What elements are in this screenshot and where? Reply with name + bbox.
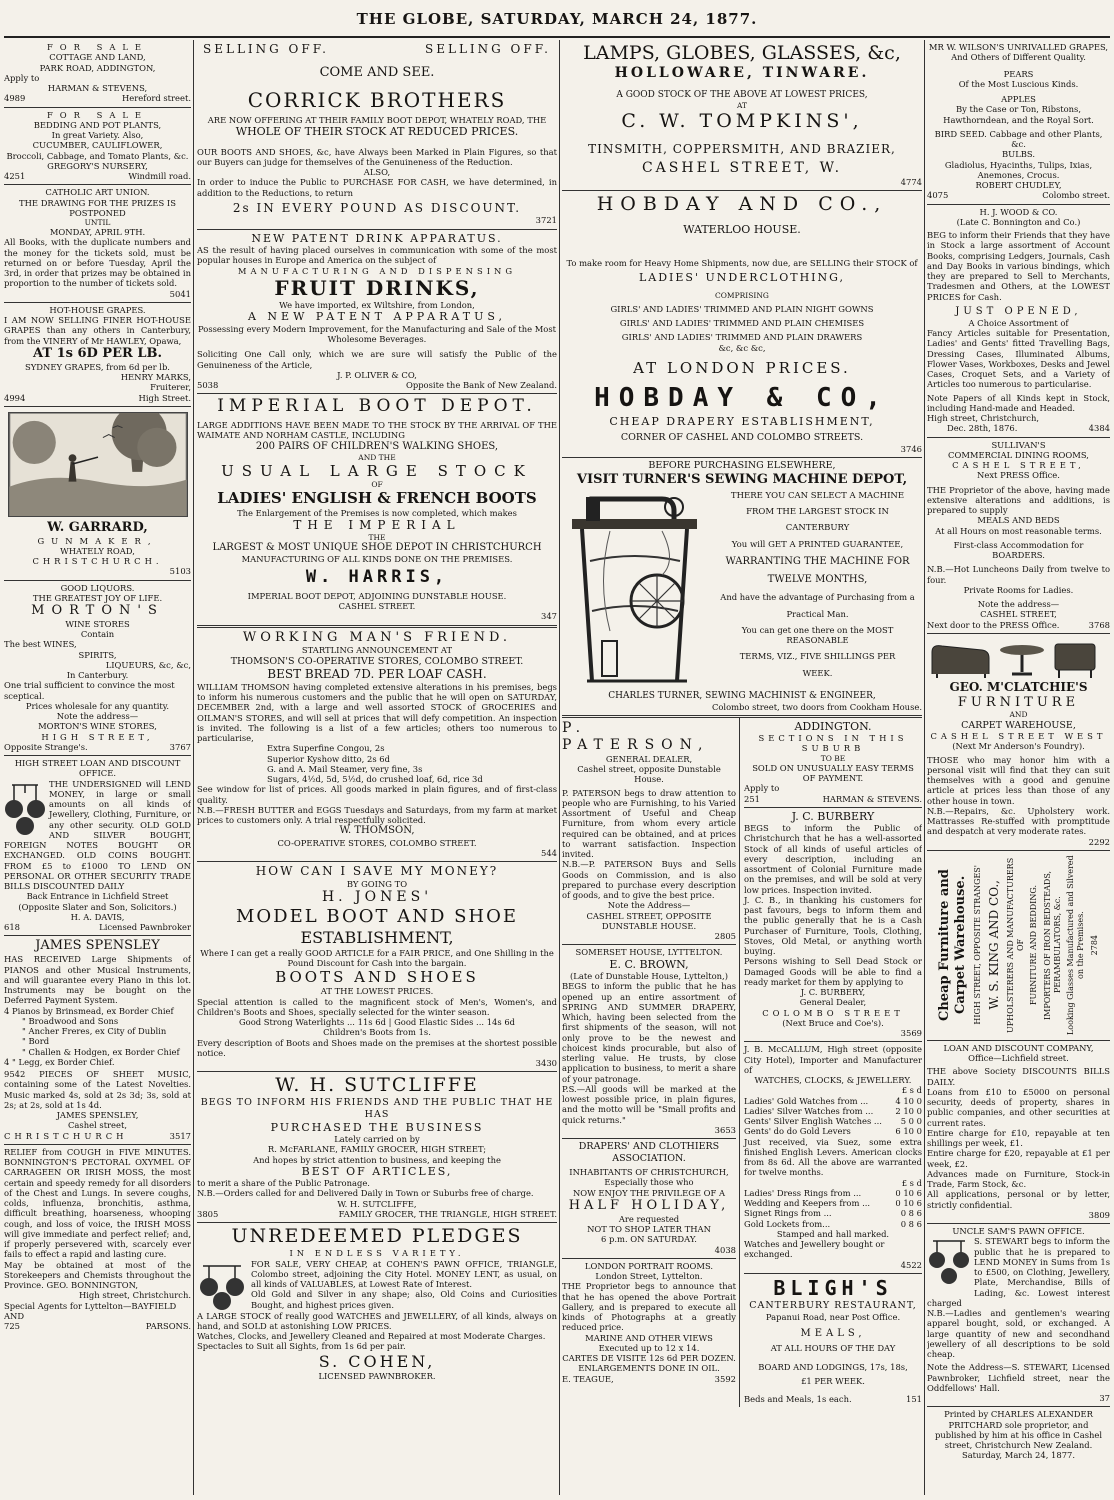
masthead: THE GLOBE, SATURDAY, MARCH 24, 1877. bbox=[356, 10, 758, 28]
ad-addington-sections: ADDINGTON. SECTIONS IN THIS SUBURB TO BE SOLD ON UNUSUALLY EASY TERMS OF PAYMENT. Apply to 251 HARMAN & STEVENS. bbox=[744, 718, 922, 808]
ad-h-jones-boots: HOW CAN I SAVE MY MONEY? BY GOING TO H. JONES' MODEL BOOT AND SHOE ESTABLISHMENT, Where I can get a really GOOD ARTICLE for a FAIR PRICE, and One Shilling in the Pound Discount for Cash into the bargain. BOOTS AND SHOES AT THE LOWEST PRICES. Special attention is called to the magnificent stock of Men's, Women's, and Children's Boots and Shoes, specially selected for the winter season. Good Strong Waterlights ... 11s 6d | Good Elastic Sides ... 14s 6d Children's Boots from 1s. Every description of Boots and Shoes made on the premises at the shortest possible notice. 3430 bbox=[197, 862, 557, 1072]
ad-patent-drink-apparatus: NEW PATENT DRINK APPARATUS. AS the result of having placed ourselves in communication with some of the most popular houses in Europe and America on the subject of MANUFACTURING AND DISPENSING FRUIT DRINKS, We have imported, ex Wiltshire, from London, A NEW PATENT APPARATUS, Possessing every Modern Improvement, for the Manufacturing and Sale of the Most Wholesome Beverages. Soliciting One Call only, which we are sure will satisfy the Public of the Genuineness of the Article, J. P. OLIVER & CO, 5038 Opposite the Bank of New Zealand. bbox=[197, 230, 557, 395]
ad-corrick-brothers: SELLING OFF. SELLING OFF. COME AND SEE. CORRICK BROTHERS ARE NOW OFFERING AT THEIR FAMILY BOOT DEPOT, WHATELY ROAD, THE WHOLE OF THEIR STOCK AT REDUCED PRICES. OUR BOOTS AND SHOES, &c, have Always been Marked in Plain Figures, so that our Buyers can judge for themselves of the Genuineness of the Reduction. ALSO, In order to induce the Public to PURCHASE FOR CASH, we have determined, in addition to the Reductions, to return 2s IN EVERY POUND AS DISCOUNT. 3721 bbox=[197, 40, 557, 230]
ad-uncle-sams-pawn: UNCLE SAM'S PAWN OFFICE. S. STEWART begs to inform the public that he is prepared to LEND MONEY in Sums from 1s to £500, on Clothing, Jewellery, Plate, Merchandise, Bills of Lading, &c. Lowest interest charged N.B.—Ladies and gentlemen's wearing apparel bought, sold, or exchanged. A large quantity of new and secondhand jewellery of all descriptions to be sold cheap. Note the Address—S. STEWART, Licensed Pawnbroker, Lichfield street, near the Oddfellows' Hall. 37 bbox=[927, 1224, 1110, 1407]
ad-imperial-boot-depot: IMPERIAL BOOT DEPOT. LARGE ADDITIONS HAVE BEEN MADE TO THE STOCK BY THE ARRIVAL OF THE WAIMATE AND NORHAM CASTLE, INCLUDING 200 PAIRS OF CHILDREN'S WALKING SHOES, AND THE USUAL LARGE STOCK OF LADIES' ENGLISH & FRENCH BOOTS The Enlargement of the Premises is now completed, which makes THE IMPERIAL THE LARGEST & MOST UNIQUE SHOE DEPOT IN CHRISTCHURCH MANUFACTURING OF ALL KINDS DONE ON THE PREMISES. W. HARRIS, IMPERIAL BOOT DEPOT, ADJOINING DUNSTABLE HOUSE. CASHEL STREET. 347 bbox=[197, 394, 557, 627]
ad-tompkins-lamps: LAMPS, GLOBES, GLASSES, &c, HOLLOWARE, TINWARE. A GOOD STOCK OF THE ABOVE AT LOWEST PRICES, AT C. W. TOMPKINS', TINSMITH, COPPERSMITH, AND BRAZIER, CASHEL STREET, W. 4774 bbox=[562, 40, 922, 191]
masthead-rule bbox=[4, 36, 1110, 38]
column-rule bbox=[193, 40, 194, 1495]
ad-drapers-association: DRAPERS' AND CLOTHIERS ASSOCIATION. INHABITANTS OF CHRISTCHURCH, Especially those who NOW ENJOY THE PRIVILEGE OF A HALF HOLIDAY, Are requested NOT TO SHOP LATER THAN 6 p.m. ON SATURDAY. 4038 bbox=[562, 1139, 736, 1259]
ad-garrard-gunmaker: W. GARRARD, GUNMAKER, WHATELY ROAD, CHRISTCHURCH. 5103 bbox=[4, 407, 191, 581]
pawnbroker-balls-icon bbox=[4, 779, 46, 837]
ad-burbery-dealer: J. C. BURBERY BEGS to inform the Public of Christchurch that he has a well-assorted Stock of all kinds of useful articles of every description, including an assortment of Colonial Furniture made on the premises, and will be sold at very low prices. Inspection invited. J. C. B., in thanking his customers for past favours, begs to inform them and the public generally that he is a Cash Purchaser of Furniture, Tools, Clothing, Stoves, Old Metal, or anything worth buying. Persons wishing to Sell Dead Stock or Damaged Goods will be able to find a ready market for them by applying to J. C. BURBERY, General Dealer, COLOMBO STREET (Next Bruce and Coe's). 3569 bbox=[744, 808, 922, 1043]
ad-london-portrait-rooms: LONDON PORTRAIT ROOMS. London Street, Lyttelton. THE Proprietor begs to announce that that he has opened the above Portrait Gallery, and is prepared to execute all kinds of Photographs at a greatly reduced price. MARINE AND OTHER VIEWS Executed up to 12 x 14. CARTES DE VISITE 12s 6d PER DOZEN. ENLARGEMENTS DONE IN OIL. E. TEAGUE, 3592 bbox=[562, 1260, 736, 1384]
ad-somerset-house: SOMERSET HOUSE, LYTTELTON. E. C. BROWN, (Late of Dunstable House, Lyttelton,) BEGS to inform the public that he has opened up an entire assortment of SPRING AND SUMMER DRAPERY, Which, having been selected from the first shipments of the season, will not only prove to be the newest and choicest kinds procurable, but also of sterling value. He trusts, by close application to business, to merit a share of your patronage. P.S.—All goods will be marked at the lowest possible price, in plain figures, and the motto will be "Small profits and quick returns." 3653 bbox=[562, 945, 736, 1139]
ad-working-mans-friend: WORKING MAN'S FRIEND. STARTLING ANNOUNCEMENT AT THOMSON'S CO-OPERATIVE STORES, COLOMBO STREET. BEST BREAD 7D. PER LOAF CASH. WILLIAM THOMSON having completed extensive alterations in his premises, begs to inform his numerous customers and the public that he will open on SATURDAY, DECEMBER 2nd, with a large and well assorted STOCK of GROCERIES and OILMAN'S STORES, and will sell at prices that will defy competition. An inspection is invited. The following is a list of a few articles; others too numerous to particularise, Extra Superfine Congou, 2s Superior Kyshow ditto, 2s 6d G. and A. Mail Steamer, very fine, 3s Sugars, 4½d, 5d, 5½d, do crushed loaf, 6d, rice 3d See window for list of prices. All goods marked in plain figures, and of first-class quality. N.B.—FRESH BUTTER and EGGS Tuesdays and Saturdays, from my farm at market prices to customers only. A trial respectfully solicited. W. THOMSON, CO-OPERATIVE STORES, COLOMBO STREET. 544 bbox=[197, 628, 557, 863]
price-row: Wedding and Keepers from ... 0 10 6 bbox=[744, 1198, 922, 1209]
ad-bedding-plants: FOR SALE BEDDING AND POT PLANTS, In great Variety. Also, CUCUMBER, CAULIFLOWER, Broccoli, Cabbage, and Tomato Plants, &c. GREGORY'S NURSERY, 4251 Windmill road. bbox=[4, 108, 191, 186]
ad-turner-sewing-machines: BEFORE PURCHASING ELSEWHERE, VISIT TURNER'S SEWING MACHINE DEPOT, THERE YOU CAN SELECT A MACHINE FROM THE LARGEST STOCK IN CANTERBURY You will GET A PRINTED GUARANTEE, WARRANTING THE MACHINE FOR TWELVE MONTHS, And have the advantage of Purchasing from a Practical Man. You can get one there on the MOST REASONABLE TERMS, VIZ., FIVE SHILLINGS PER WEEK. CHARLES TURNER, SEWING MACHINIST & ENGINEER, Colombo street, two doors from Cookham House. bbox=[562, 458, 922, 718]
ad-mccallum-watches: J. B. McCALLUM, High street (opposite City Hotel), Importer and Manufacturer of WATCHES, CLOCKS, & JEWELLERY. £ s d Ladies' Gold Watches from ... 4 10 0 Ladies' Silver Watches from ... 2 10 0 Gents' Silver English Watches ... 5 0 0 Gents' do do Gold Levers 6 10 0 Just received, via Suez, some extra finished English Levers. American clocks from 8s 6d. All the above are warranted for twelve months. £ s d Ladies' Dress Rings from ... 0 10 6 Wedding and Keepers from ... 0 10 6 Signet Rings from ... 0 8 6 Gold Lockets from... 0 8 6 Stamped and hall marked. Watches and Jewellery bought or exchanged. 4522 bbox=[744, 1042, 922, 1274]
ad-mclatchie-furniture: GEO. M'CLATCHIE'S FURNITURE AND CARPET WAREHOUSE, CASHEL STREET WEST (Next Mr Anderson's Foundry). THOSE who may honor him with a personal visit will find that they can suit themselves with a good and genuine article at prices less than those of any other house in town. N.B.—Repairs, &c. Upholstery work. Mattrasses Re-stuffed with promptitude and despatch at very moderate rates. 2292 bbox=[927, 634, 1110, 851]
ad-sullivans-dining-rooms: SULLIVAN'S COMMERCIAL DINING ROOMS, CASHEL STREET, Next PRESS Office. THE Proprietor of the above, having made extensive alterations and additions, is prepared to supply MEALS AND BEDS At all Hours on most reasonable terms. First-class Accommodation for BOARDERS. N.B.—Hot Luncheons Daily from twelve to four. Private Rooms for Ladies. Note the address— CASHEL STREET, Next door to the PRESS Office. 3768 bbox=[927, 438, 1110, 634]
column-rule bbox=[559, 40, 560, 1495]
ad-paterson-general-dealer: P. PATERSON, GENERAL DEALER, Cashel street, opposite Dunstable House. P. PATERSON begs to draw attention to people who are Furnishing, to his Varied Assortment of Useful and Cheap Furniture, from whom every article required can be obtained, and at prices to warrant satisfaction. Inspection invited. N.B.—P. PATERSON Buys and Sells Goods on Commission, and is also prepared to purchase every description of goods, and to give the best price. Note the Address— CASHEL STREET, OPPOSITE DUNSTABLE HOUSE. 2805 bbox=[562, 718, 736, 946]
price-row: Gents' Silver English Watches ... 5 0 0 bbox=[744, 1116, 922, 1127]
price-row: Ladies' Gold Watches from ... 4 10 0 bbox=[744, 1095, 922, 1106]
ad-king-furniture-vertical: Cheap Furniture and Carpet Warehouse. HIGH STREET, OPPOSITE STRANGES' W. S. KING AND CO., UPHOLSTERERS AND MANUFACTURERS OF FURNITURE AND BEDDING. IMPORTERS OF IRON BEDSTEADS, PERAMBULATORS, &c. Looking Glasses Manufactured and Silvered on the Premises. 2784 bbox=[927, 851, 1110, 1041]
ad-loan-discount-company: LOAN AND DISCOUNT COMPANY, Office—Lichfield street. THE above Society DISCOUNTS BILLS DAILY. Loans from £10 to £5000 on personal security, deeds of property, shares in public companies, and other securities at current rates. Entire charge for £10, repayable at ten shillings per week, £1. Entire charge for £20, repayable at £1 per week, £2. Advances made on Furniture, Stock-in Trade, Farm Stock, &c. All applications, personal or by letter, strictly confidential. 3809 bbox=[927, 1041, 1110, 1224]
ad-james-spensley: JAMES SPENSLEY HAS RECEIVED Large Shipments of PIANOS and other Musical Instruments, and will guarantee every Piano in this lot. Instruments may be bought on the Deferred Payment System. 4 Pianos by Brinsmead, ex Border Chief " Broadwood and Sons " Ancher Freres, ex City of Dublin " Bord " Challen & Hodgen, ex Border Chief 4 " Legg, ex Border Chief. 9542 PIECES OF SHEET MUSIC, containing some of the Latest Novelties. Music marked 4s, sold at 2s 3d; 3s, sold at 2s; at 2s, sold at 1s 4d. JAMES SPENSLEY, Cashel street, CHRISTCHURCH 3517 bbox=[4, 936, 191, 1144]
column-3 bbox=[562, 40, 922, 1495]
ad-morton-wine-stores: GOOD LIQUORS. THE GREATEST JOY OF LIFE. MORTON'S WINE STORES Contain The best WINES, SPIRITS, LIQUEURS, &c, &c, In Canterbury. One trial sufficient to convince the most sceptical. Prices wholesale for any quantity. Note the address— MORTON'S WINE STORES, HIGH STREET, Opposite Strange's. 3767 bbox=[4, 581, 191, 757]
column-2 bbox=[197, 40, 557, 1495]
ad-catholic-art-union: CATHOLIC ART UNION. THE DRAWING FOR THE PRIZES IS POSTPONED UNTIL MONDAY, APRIL 9TH. All Books, with the duplicate numbers and the money for the tickets sold, must be returned on or before Tuesday, April the 3rd, in order that prizes may be obtained in proportion to the number of tickets sold. 5041 bbox=[4, 185, 191, 303]
column-rule bbox=[924, 40, 925, 1495]
hunting-scene-engraving bbox=[8, 412, 188, 517]
furniture-illustration bbox=[927, 636, 1107, 680]
column-1 bbox=[4, 40, 191, 1495]
price-row: Ladies' Silver Watches from ... 2 10 0 bbox=[744, 1105, 922, 1116]
ad-bonnington-oxymel: RELIEF from COUGH in FIVE MINUTES. BONNINGTON'S PECTORAL OXYMEL OF CARRAGEEN OR IRISH MOSS, the most certain and speedy remedy for all disorders of the Chest and Lungs. In severe coughs, colds, influenza, bronchitis, asthma, difficult breathing, hoarseness, whooping cough, and loss of voice, the IRISH MOSS will give immediate and perfect relief; and, if properly persevered with, scarcely ever fails to effect a rapid and lasting cure. May be obtained at most of the Storekeepers and Chemists throughout the Province. GEO. BONNINGTON, High street, Christchurch. Special Agents for Lyttelton—BAYFIELD AND 725 PARSONS. bbox=[4, 1146, 191, 1332]
pawnbroker-balls-icon bbox=[197, 1261, 247, 1311]
ad-cohen-pawn-office: UNREDEEMED PLEDGES IN ENDLESS VARIETY. FOR SALE, VERY CHEAP, at COHEN'S PAWN OFFICE, TRIANGLE, Colombo street, adjoining the City Hotel. MONEY LENT, as usual, on all kinds of VALUABLES, at Lowest Rate of Interest. Old Gold and Silver in any shape; also, Old Coins and Curiosities Bought, and highest prices given. A LARGE STOCK of really good WATCHES and JEWELLERY, of all kinds, always on hand, and SOLD at astonishing LOW PRICES. Watches, Clocks, and Jewellery Cleaned and Repaired at most Moderate Charges. Spectacles to Suit all Sights, from 1s 6d per pair. S. COHEN, LICENSED PAWNBROKER. bbox=[197, 1225, 557, 1382]
price-row: Signet Rings from ... 0 8 6 bbox=[744, 1208, 922, 1219]
ad-sutcliffe-grocer: W. H. SUTCLIFFE BEGS TO INFORM HIS FRIENDS AND THE PUBLIC THAT HE HAS PURCHASED THE BUSINESS Lately carried on by R. McFARLANE, FAMILY GROCER, HIGH STREET; And hopes by strict attention to business, and keeping the BEST OF ARTICLES, to merit a share of the Public Patronage. N.B.—Orders called for and Delivered Daily in Town or Suburbs free of charge. W. H. SUTCLIFFE, 3805 FAMILY GROCER, THE TRIANGLE, HIGH STREET. bbox=[197, 1072, 557, 1223]
price-row: Ladies' Dress Rings from ... 0 10 6 bbox=[744, 1187, 922, 1198]
imprint: Printed by CHARLES ALEXANDER PRITCHARD sole proprietor, and published by him at his office in Cashel street, Christchurch New Zealand. Saturday, March 24, 1877. bbox=[934, 1409, 1103, 1461]
ad-wood-account-books: H. J. WOOD & CO. (Late C. Bonnington and Co.) BEG to inform their Friends that they have in Stock a large assortment of Account Books, comprising Ledgers, Journals, Cash and Day Books in various bindings, which they are prepared to Sell to Merchants, Tradesmen and Others, at the LOWEST PRICES for Cash. JUST OPENED, A Choice Assortment of Fancy Articles suitable for Presentation, Ladies' and Gents' fitted Travelling Bags, Dressing Cases, Illuminated Albums, Flower Vases, Workboxes, Desks and Jewel Cases, Croquet Sets, and a Variety of Articles too numerous to particularise. Note Papers of all Kinds kept in Stock, including Hand-made and Headed. High street, Christchurch, Dec. 28th, 1876. 4384 bbox=[927, 205, 1110, 438]
ad-cottage-for-sale: FOR SALE COTTAGE AND LAND, PARK ROAD, ADDINGTON, Apply to HARMAN & STEVENS, 4989 Hereford street. bbox=[4, 40, 191, 108]
pawnbroker-balls-icon bbox=[927, 1236, 971, 1288]
sewing-machine-illustration bbox=[562, 491, 707, 691]
ad-wilson-grapes: MR W. WILSON'S UNRIVALLED GRAPES, And Others of Different Quality. PEARS Of the Most Luscious Kinds. APPLES By the Case or Ton, Ribstons, Hawthorndean, and the Royal Sort. BIRD SEED. Cabbage and other Plants, &c. BULBS. Gladiolus, Hyacinths, Tulips, Ixias, Anemones, Crocus. ROBERT CHUDLEY, 4075 Colombo street. bbox=[927, 40, 1110, 205]
price-row: Gold Lockets from... 0 8 6 bbox=[744, 1218, 922, 1229]
price-row: Gents' do do Gold Levers 6 10 0 bbox=[744, 1126, 922, 1137]
column-4 bbox=[927, 40, 1110, 1495]
ad-hobday-waterloo-house: HOBDAY AND CO., WATERLOO HOUSE. To make room for Heavy Home Shipments, now due, are SELLING their STOCK of LADIES' UNDERCLOTHING, COMPRISING GIRLS' AND LADIES' TRIMMED AND PLAIN NIGHT GOWNS GIRLS' AND LADIES' TRIMMED AND PLAIN CHEMISES GIRLS' AND LADIES' TRIMMED AND PLAIN DRAWERS &c, &c &c, AT LONDON PRICES. HOBDAY & CO, CHEAP DRAPERY ESTABLISHMENT, CORNER OF CASHEL AND COLOMBO STREETS. 3746 bbox=[562, 191, 922, 458]
ad-hothouse-grapes: HOT-HOUSE GRAPES. I AM NOW SELLING FINER HOT-HOUSE GRAPES than any others in Canterbury, from the VINERY of Mr HAWLEY, Opawa, AT 1s 6D PER LB. SYDNEY GRAPES, from 6d per lb. HENRY MARKS, Fruiterer, 4994 High Street. bbox=[4, 303, 191, 407]
ad-loan-discount-office: HIGH STREET LOAN AND DISCOUNT OFFICE. THE UNDERSIGNED will LEND MONEY, in large or small amounts on all kinds of Jewellery, Clothing, Furniture, or any other security. OLD GOLD AND SILVER BOUGHT, FOREIGN NOTES BOUGHT OR EXCHANGED. OLD COINS BOUGHT. FROM £5 to £1000 TO LEND ON PERSONAL OR OTHER SECURITY TRADE BILLS DISCOUNTED DAILY Back Entrance in Lichfield Street (Opposite Slater and Son, Solicitors.) H. A. DAVIS, 618 Licensed Pawnbroker bbox=[4, 756, 191, 936]
ad-blighs-restaurant: BLIGH'S CANTERBURY RESTAURANT, Papanui Road, near Post Office. MEALS, AT ALL HOURS OF THE DAY BOARD AND LODGINGS, 17s, 18s, £1 PER WEEK. Beds and Meals, 1s each. 151 bbox=[744, 1275, 922, 1405]
